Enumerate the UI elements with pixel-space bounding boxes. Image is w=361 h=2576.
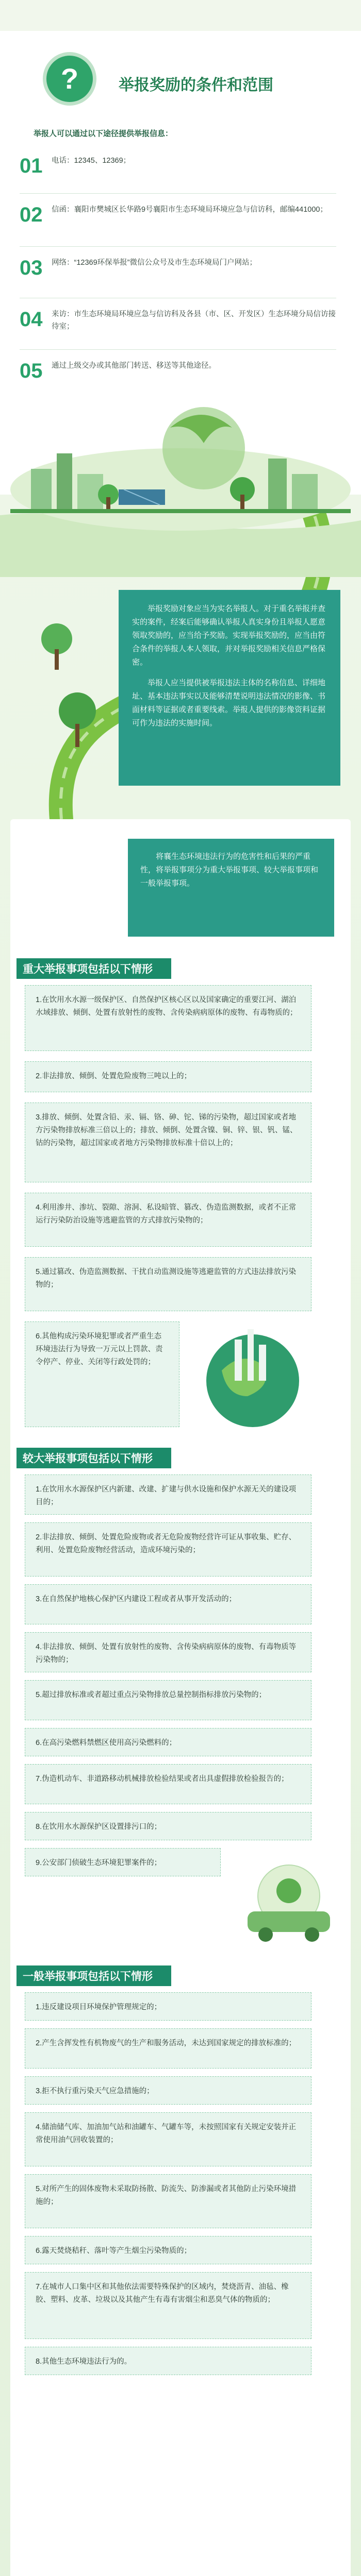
globe-illustration [186, 1319, 320, 1432]
section-title-general: 一般举报事项包括以下情形 [17, 1965, 171, 1986]
section-item: 5.超过排放标准或者超过重点污染物排放总量控制指标排放污染物的； [25, 1680, 311, 1720]
channel-item [20, 204, 336, 225]
section-item: 4.储油储气库、加油加气站和油罐车、气罐车等，未按照国家有关规定安装并正常使用油气回收装置的； [25, 2112, 311, 2166]
section-item: 2.非法排放、倾倒、处置危险废物或者无危险废物经营许可证从事收集、贮存、利用、处置危险废物经营活动，造成环境污染的； [25, 1522, 311, 1577]
section-item: 5.通过篡改、伪造监测数据、干扰自动监测设施等逃避监管的方式违法排放污染物的； [25, 1257, 311, 1311]
channel-item [20, 155, 336, 176]
channel-text: 来访：市生态环境局环境应急与信访科及各县（市、区、开发区）生态环境分局信访接待室； [52, 310, 336, 331]
section-title-major: 重大举报事项包括以下情形 [17, 958, 171, 979]
channel-text: 通过上级交办或其他部门转送、移送等其他途径。 [52, 362, 216, 370]
divider [20, 349, 336, 350]
channel-number: 05 [20, 360, 43, 382]
question-icon: ? [60, 62, 79, 95]
section-item: 8.在饮用水水源保护区设置排污口的； [25, 1812, 311, 1840]
reward-object-box [119, 590, 340, 786]
section-item: 6.在高污染燃料禁燃区使用高污染燃料的； [25, 1728, 311, 1756]
channel-text: 电话：12345、12369； [52, 157, 131, 165]
section-item: 6.露天焚烧秸秆、落叶等产生烟尘污染物质的； [25, 2236, 311, 2264]
page-title: 举报奖励的条件和范围 [119, 77, 273, 94]
section-item: 6.其他构成污染环境犯罪或者严重生态环境违法行为导致一万元以上罚款、责令停产、停业、关闭等行政处罚的； [25, 1321, 179, 1427]
channel-number: 03 [20, 257, 43, 279]
eco-car-illustration [232, 1855, 346, 1947]
classification-box [128, 839, 334, 937]
section-item: 3.排放、倾倒、处置含铅、汞、镉、铬、砷、铊、锑的污染物，超过国家或者地方污染物排放标准三倍以上的；排放、倾倒、处置含镍、铜、锌、银、钒、锰、钴的污染物，超过国家或者地方污染物排放标准十倍以上的； [25, 1103, 311, 1182]
question-badge [46, 56, 93, 102]
section-item: 8.其他生态环境违法行为的。 [25, 2347, 311, 2375]
divider [20, 193, 336, 194]
channel-item [20, 308, 336, 333]
section-item: 3.拒不执行重污染天气应急措施的； [25, 2076, 311, 2105]
channel-text: 信函：襄阳市樊城区长华路9号襄阳市生态环境局环境应急与信访科，邮编441000； [52, 206, 327, 214]
channel-item [20, 257, 336, 278]
section-item: 2.非法排放、倾倒、处置危险废物三吨以上的； [25, 1061, 311, 1092]
classification-text: 将襄生态环境违法行为的危害性和后果的严重性，将举报事项分为重大举报事项、较大举报事项和一般举报事项。 [140, 852, 319, 888]
section-item: 5.对所产生的固体废物未采取防扬散、防流失、防渗漏或者其他防止污染环境措施的； [25, 2174, 311, 2228]
channel-item [20, 360, 336, 381]
channels-intro: 举报人可以通过以下途径提供举报信息： [34, 129, 173, 138]
section-item: 7.伪造机动车、非道路移动机械排放检验结果或者出具虚假排放检验报告的； [25, 1764, 311, 1804]
channel-number: 04 [20, 308, 43, 331]
channel-number: 02 [20, 204, 43, 226]
divider [20, 246, 336, 247]
section-item: 9.公安部门侦破生态环境犯罪案件的； [25, 1848, 221, 1876]
section-item: 1.违反建设项目环境保护管理规定的； [25, 1992, 311, 2021]
section-item: 7.在城市人口集中区和其他依法需要特殊保护的区域内，焚烧沥青、油毡、橡胶、塑料、皮革、垃圾以及其他产生有毒有害烟尘和恶臭气体的物质的； [25, 2272, 311, 2339]
channel-text: 网络：“12369环保举报”微信公众号及市生态环境局门户网站； [52, 259, 257, 267]
channel-number: 01 [20, 155, 43, 177]
eco-city-illustration [0, 392, 361, 546]
section-item: 4.利用渗井、渗坑、裂隙、溶洞、私设暗管、篡改、伪造监测数据，或者不正常运行污染防治设施等逃避监管的方式排放污染物的； [25, 1193, 311, 1247]
section-title-significant: 较大举报事项包括以下情形 [17, 1448, 171, 1468]
section-item: 4.非法排放、倾倒、处置有放射性的废物、含传染病病原体的废物、有毒物质等污染物的； [25, 1632, 311, 1672]
section-item: 1.在饮用水水源一级保护区、自然保护区核心区以及国家确定的重要江河、湖泊水域排放、倾倒、处置有放射性的废物、含传染病病原体的废物、有毒物质的； [25, 985, 311, 1051]
reward-object-paragraph: 举报奖励对象应当为实名举报人。对于重名举报并查实的案件，经案后能够确认举报人真实身份且举报人愿意领取奖励的，应当给予奖励。实现举报奖励的，应当由符合条件的举报人本人领取，并对举报奖励相关信息严格保密。 [132, 604, 326, 667]
section-item: 1.在饮用水水源保护区内新建、改建、扩建与供水设施和保护水源无关的建设项目的； [25, 1475, 311, 1515]
evidence-paragraph: 举报人应当提供被举报违法主体的名称信息、详细地址、基本违法事实以及能够清楚说明违法情况的影像、书面材料等证据或者重要线索。举报人提供的影像资料证据可作为违法的实施时间。 [132, 679, 326, 727]
landscape-illustration [0, 2524, 361, 2576]
section-item: 3.在自然保护地核心保护区内建设工程或者从事开发活动的； [25, 1584, 311, 1624]
tree-illustration [21, 608, 108, 762]
section-item: 2.产生含挥发性有机物废气的生产和服务活动，未达到国家规定的排放标准的； [25, 2028, 311, 2069]
